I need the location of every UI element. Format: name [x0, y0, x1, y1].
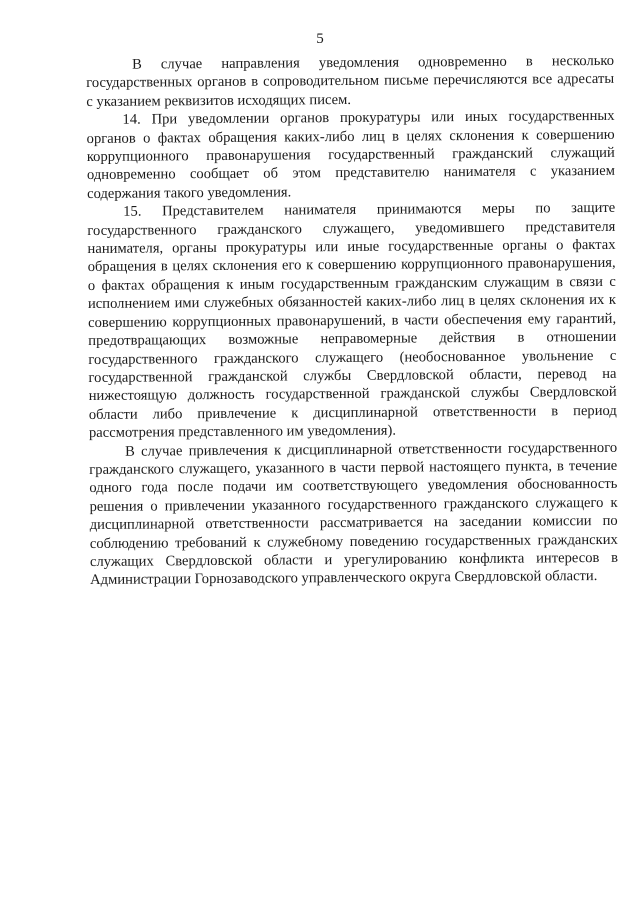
paragraph-text: В случае привлечения к дисциплинарной ответственности государственного гражданского служащего, указанного в части первой настоящего пункта, в течение одного года после подачи им соответствующего уведомления обоснованность решения о привлечении указанного государственного гражданского служащего к дисциплинарной ответственности рассматривается на заседании комиссии по соблюдению требований к служебному поведению государственных гражданских служащих Свердловской области и урегулированию конфликта интересов в Администрации Горнозаводского управленческого округа Свердловской области. — [89, 439, 619, 589]
paragraph-number: 15. — [123, 203, 142, 220]
page-number: 5 — [316, 31, 324, 47]
paragraph-text: При уведомлении органов прокуратуры или иных государственных органов о фактах обращения каких-либо лиц в целях склонения к совершению коррупционного правонарушения государственный гражданский служащий одновременно сообщает об этом представителю нанимателя с указанием содержания такого уведомления. — [86, 108, 615, 202]
document-body — [86, 52, 618, 590]
paragraph-15 — [87, 199, 617, 442]
paragraph-14 — [86, 107, 615, 203]
paragraph-addressees — [86, 52, 614, 111]
paragraph-text: Представителем нанимателя принимаются меры по защите государственного гражданского служащего, уведомившего представителя нанимателя, органы прокуратуры или иные государственные органы о фактах обращения в целях склонения его к совершению коррупционного правонарушения, о фактах обращения к иным государственным гражданским служащим в связи с исполнением ими служебных обязанностей каких-либо лиц в целях склонения их к совершению коррупционных правонарушений, в части обеспечения ему гарантий, предотвращающих возможные неправомерные действия в отношении государственного гражданского служащего (необоснованное увольнение с государственной гражданской службы Свердловской области, перевод на нижестоящую должность государственной гражданской службы Свердловской области либо привлечение к дисциплинарной ответственности в период рассмотрения представленного им уведомления). — [87, 200, 617, 442]
paragraph-text: В случае направления уведомления одновременно в несколько государственных органов в сопроводительном письме перечисляются все адресаты с указанием реквизитов исходящих писем. — [86, 52, 615, 110]
paragraph-disciplinary — [89, 438, 618, 589]
paragraph-number: 14. — [122, 111, 141, 128]
